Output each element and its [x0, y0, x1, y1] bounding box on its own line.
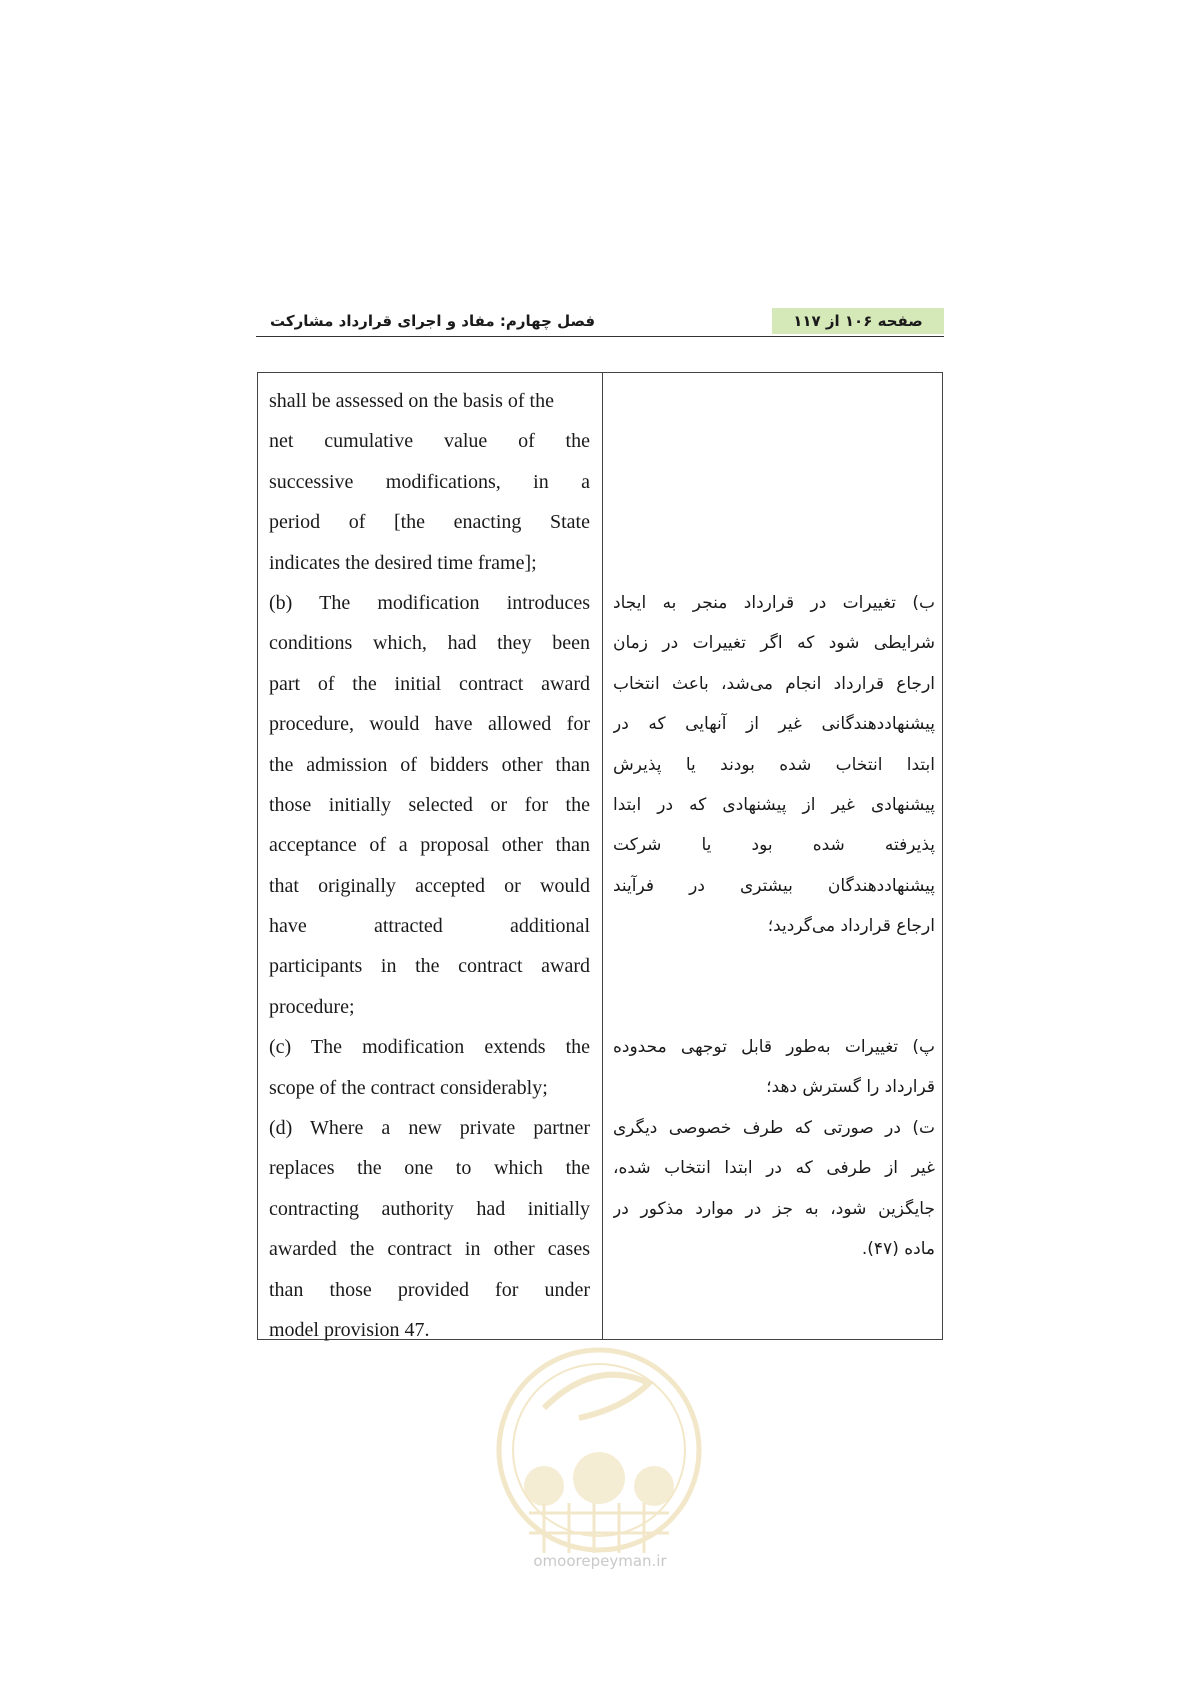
english-line: acceptance of a proposal other than — [269, 834, 590, 857]
persian-line: پیشنهاددهندگان بیشتری در فرآیند — [613, 875, 935, 896]
english-line: those initially selected or for the — [269, 793, 590, 816]
english-line: the admission of bidders other than — [269, 753, 590, 776]
page-header — [256, 302, 944, 337]
english-line: procedure, would have allowed for — [269, 713, 590, 736]
persian-line: ب) تغییرات در قرارداد منجر به ایجاد — [613, 593, 935, 613]
english-line: participants in the contract award — [269, 955, 590, 978]
persian-line: ماده (۴۷). — [861, 1239, 935, 1260]
persian-clause-d — [613, 1108, 935, 1270]
page-number-indicator: صفحه ۱۰۶ از ۱۱۷ — [772, 308, 944, 334]
persian-clause-c — [613, 1027, 935, 1108]
english-line: model provision 47. — [269, 1318, 430, 1341]
english-line: contracting authority had initially — [269, 1197, 590, 1220]
persian-clause-b — [613, 583, 935, 947]
persian-line: پیشنهاددهندگانی غیر از آنهایی که در — [613, 714, 935, 735]
english-line: shall be assessed on the basis of the — [269, 390, 554, 412]
watermark-url: omoorepeyman.ir — [533, 1552, 667, 1570]
persian-line: ت) در صورتی که طرف خصوصی دیگری — [613, 1118, 935, 1138]
english-line: procedure; — [269, 995, 355, 1018]
english-line: successive modifications, in a — [269, 470, 590, 493]
persian-line: جایگزین شود، به جز در موارد مذکور در — [613, 1198, 935, 1219]
english-line: have attracted additional — [269, 915, 590, 938]
persian-line: پذیرفته شده بود یا شرکت — [613, 835, 935, 856]
persian-line: قرارداد را گسترش دهد؛ — [766, 1077, 935, 1098]
bilingual-table — [257, 372, 943, 1340]
persian-line: شرایطی شود که اگر تغییرات در زمان — [613, 633, 935, 654]
english-line: conditions which, had they been — [269, 632, 590, 655]
english-line: (b) The modification introduces — [269, 591, 590, 614]
english-line: awarded the contract in other cases — [269, 1238, 590, 1261]
english-line: that originally accepted or would — [269, 874, 590, 897]
english-line: indicates the desired time frame]; — [269, 551, 537, 574]
persian-line: ارجاع قرارداد می‌گردید؛ — [767, 916, 935, 937]
persian-line: غیر از طرفی که در ابتدا انتخاب شده، — [613, 1158, 935, 1179]
english-line: (c) The modification extends the — [269, 1036, 590, 1059]
persian-line: ارجاع قرارداد انجام می‌شد، باعث انتخاب — [613, 673, 935, 694]
english-line: replaces the one to which the — [269, 1157, 590, 1180]
chapter-title: فصل چهارم: مفاد و اجرای قرارداد مشارکت — [270, 312, 596, 330]
persian-line: پیشنهادی غیر از پیشنهادی که در ابتدا — [613, 794, 935, 815]
persian-line: ابتدا انتخاب شده بودند یا پذیرش — [613, 754, 935, 775]
english-line: (d) Where a new private partner — [269, 1117, 590, 1140]
watermark-logo — [484, 1338, 714, 1588]
english-line: scope of the contract considerably; — [269, 1076, 548, 1099]
english-line: period of [the enacting State — [269, 511, 590, 534]
english-line: net cumulative value of the — [269, 430, 590, 453]
english-line: than those provided for under — [269, 1278, 590, 1301]
persian-line: پ) تغییرات به‌طور قابل توجهی محدوده — [613, 1037, 935, 1057]
column-divider — [602, 373, 603, 1339]
english-column — [269, 381, 590, 1350]
english-line: part of the initial contract award — [269, 672, 590, 695]
